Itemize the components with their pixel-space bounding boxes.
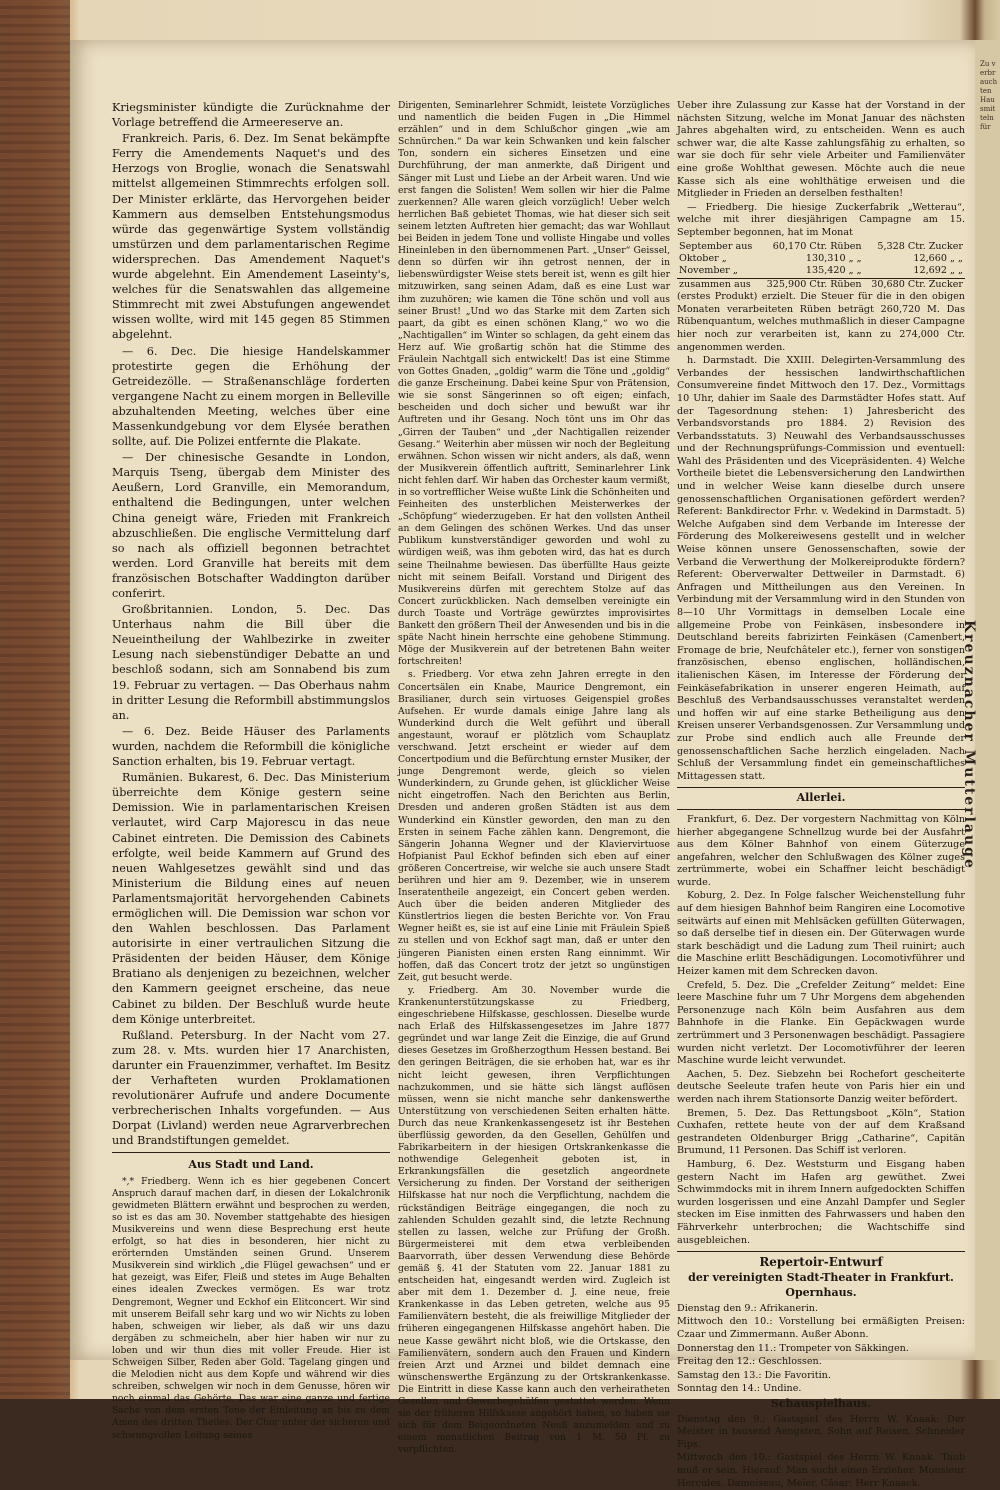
- article-paragraph: Koburg, 2. Dez. In Folge falscher Weichenstellung fuhr auf dem hiesigen Bahnhof beim Rangiren eine Locomotive seitwärts auf einen mit Mehlsäcken gefüllten Güterwagen, so daß derselbe tief in diesen ein. Der Güterwagen wurde stark beschädigt und die Ladung zum Theil ruinirt; auch die Maschine erlitt Beschädigungen. Locomotivführer und Heizer kamen mit dem Schrecken davon.: [677, 890, 965, 978]
- repertoire-title: Repertoir-Entwurf: [759, 1255, 883, 1270]
- column-1: [112, 100, 390, 1441]
- schedule-item: Mittwoch den 10.: Vorstellung bei ermäßigten Preisen: Czaar und Zimmermann. Außer Abonn.: [677, 1316, 965, 1341]
- article-paragraph: Frankfurt, 6. Dez. Der vorgestern Nachmittag von Köln hierher abgegangene Schnellzug wurde bei der Ausfahrt aus dem Kölner Bahnhof von einem Güterzuge angefahren, welcher den Schlußwagen des Kölner zuges zertrümmerte, wobei ein Schaffner leicht beschädigt wurde.: [677, 813, 965, 888]
- article-paragraph: Dirigenten, Seminarlehrer Schmidt, leistete Vorzügliches und namentlich die beiden Fugen in „Die Himmel erzählen“ und in dem Schlußchor gingen „wie am Schnürchen.“ Da war kein Schwanken und kein falscher Ton, sondern ein sicheres Einsetzen und eine Durchführung, der man anmerkte, daß Dirigent und Sänger mit Lust und Liebe an der Arbeit waren. Und wie erst fangen die Solisten! Wem sollen wir hier die Palme zuerkennen? Alle waren gleich vorzüglich! Ueber welch herrlichen Baß gebietet Thomas, wie hat dieser sich seit seinem letzten Auftreten hier gemacht; das war Wohllaut bei Beiden in jedem Tone und volliste Hingabe und volles Hineinleben in den übernommenen Part. „Unser“ Geissel, denn so dürfen wir ihn getrost nennen, der in liebenswürdigster Weise stets bereit ist, wenn es gilt hier mitzuwirken, sang seinen Adam, daß es eine Lust war ihm zuzuhören; wie kamen die Töne schön und voll aus seiner Brust! „Und wo das Starke mit dem Zarten sich paart, da gibt es einen schönen Klang,“ wo wo die „Nachtigallen“ im Winter so schlagen, da geht einem das Herz auf. Wie großartig schön hat die Stimme des Fräulein Nachtgall sich entwickelt! Das ist eine Stimme von Gottes Gnaden, „goldig“ warm die Töne und „goldig“ die ganze Erscheinung. Dabei keine Spur von Prätension, wie sie sonst Sängerinnen so oft eigen; einfach, bescheiden und doch sicher und bewußt war ihr Auftreten und ihr Gesang. Noch tönt uns im Ohr das „Girren der Tauben“ und „der Nachtigallen reizender Gesang.“ Weiterhin aber müssen wir noch der Begleitung erwähnen. Schon wissen wir nicht anders, als daß, wenn der Musikverein öffentlich auftritt, Seminarlehrer Link nicht fehlen darf. Wir haben das Orchester kaum vermißt, in so vortrefflicher Weise wußte Link die Schönheiten und Feinheiten des unsterblichen Meisterwerkes der „Schöpfung“ wiederzugeben. Er hat den vollsten Antheil an dem Gelingen des schönen Werkes. Und das unser Publikum kunstverständiger geworden und wohl zu würdigen weiß, was ihm geboten wird, das hat es durch seine Theilnahme bewiesen. Das überfüllte Haus geizte nicht mit seinem Beifall. Vorstand und Dirigent des Musikvereins dürfen mit gerechtem Stolze auf das Concert zurückblicken. Nach demselben vereinigte ein durch Toaste und Vorträge gewürztes improvisirtes Bankett den größern Theil der Anwesenden und bis in die späte Nacht hinein herrschte eine gehobene Stimmung. Möge der Musikverein auf der betretenen Bahn weiter fortschreiten!: [398, 100, 670, 668]
- table-cell: Oktober „: [679, 252, 727, 264]
- schedule-item: Donnerstag den 11.: Trompeter von Säkkingen.: [677, 1342, 909, 1354]
- article-paragraph: Hamburg, 6. Dez. Weststurm und Eisgang haben gestern Nacht im Hafen arg gewüthet. Zwei Schwimmdocks mit in ihrem Innern aufgedockten Schiffen wurden losgerissen und eine Anzahl Dampfer und Segler stecken im Eise inmitten des Fahrwassers und haben den Fährverkehr unterbrochen; die Wachtschiffe sind ausgebleichen.: [677, 1158, 965, 1246]
- table-cell: 135,420 „ „: [759, 265, 864, 278]
- section-heading-misc: Allerlei.: [796, 791, 846, 805]
- table-cell: 12,692 „ „: [864, 265, 965, 278]
- article-paragraph: Rußland. Petersburg. In der Nacht vom 27. zum 28. v. Mts. wurden hier 17 Anarchisten, darunter ein Frauenzimmer, verhaftet. Im Besitz der Verhafteten wurden Proklamationen revolutionärer Aufrufe und andere Documente verbrecherischen Inhalts vorgefunden. — Aus Dorpat (Livland) werden neue Agrarverbrechen und Brandstiftungen gemeldet.: [112, 1028, 390, 1148]
- adjacent-page-vertical-ad: Kreuznacher Mutterlauge: [961, 620, 977, 870]
- column-3: [677, 100, 965, 1489]
- section-divider: [677, 787, 965, 788]
- schedule-item: Dienstag den 9.: Afrikanerin.: [677, 1302, 819, 1314]
- article-paragraph: Aachen, 5. Dez. Siebzehn bei Rochefort gescheiterte deutsche Seeleute trafen heute von Paris hier ein und werden nach ihrem Stationsorte Danzig weiter befördert.: [677, 1068, 965, 1105]
- schedule-item: Freitag den 12.: Geschlossen.: [677, 1356, 822, 1368]
- table-row: [677, 241, 965, 253]
- article-paragraph: Großbritannien. London, 5. Dec. Das Unterhaus nahm die Bill über die Neueintheilung der Wahlbezirke in zweiter Lesung nach siebenstündiger Debatte an und beschloß sodann, sich am Sonnabend bis zum 19. Februar zu vertagen. — Das Oberhaus nahm in dritter Lesung die Reformbill abstimmungslos an.: [112, 603, 390, 722]
- column-2: [398, 100, 670, 1456]
- table-cell: 12,660 „ „: [913, 252, 963, 264]
- article-paragraph: Rumänien. Bukarest, 6. Dec. Das Ministerium überreichte dem Könige gestern seine Demission. Wie in parlamentarischen Kreisen verlautet, wird Carp Majorescu in das neue Cabinet eintreten. Die Demission des Cabinets erfolgte, weil beide Kammern auf Grund des neuen Wahlgesetzes gewählt sind und das Ministerium die Bildung eines auf neuen Parlamentsmajorität hervorgehenden Cabinets ermöglichen will. Die Demission war schon vor den Wahlen beschlossen. Das Parlament autorisirte in einer vertraulichen Sitzung die Präsidenten der beiden Häuser, dem Könige Bratiano als denjenigen zu bezeichnen, welcher den Kammern geeignet erscheine, das neue Cabinet zu bilden. Der Beschluß wurde heute dem Könige unterbreitet.: [112, 771, 390, 1026]
- table-cell: 325,900 Ctr. Rüben: [766, 278, 862, 290]
- section-divider: [677, 809, 965, 810]
- theatre-repertoire: [677, 1256, 965, 1490]
- table-cell: 130,310 „ „: [805, 252, 862, 264]
- schedule-item: Sonntag den 14.: Undine.: [677, 1383, 802, 1395]
- section-divider: [112, 1152, 390, 1153]
- article-paragraph: s. Friedberg. Vor etwa zehn Jahren erregte in den Concertsälen ein Knabe, Maurice Dengremont, ein Brasilianer, durch sein virtuoses Geigenspiel großes Aufsehen. Er wurde damals einige Jahre lang als Wunderkind durch die Welt geführt und überall angestaunt, worauf er plötzlich vom Schauplatz verschwand. Jetzt erscheint er wieder auf dem Concertpodium und die Befürchtung ernster Musiker, der junge Dengremont werde, gleich so vielen Wunderkindern, zu Grunde gehen, ist glücklicher Weise nicht eingetroffen. Nach den Berichten aus Berlin, Dresden und anderen großen Städten ist aus dem Wunderkind ein Künstler geworden, den man zu den Ersten in seinem Fache zählen kann. Dengremont, die Sängerin Johanna Wegner und der Klaviervirtuose Hofpianist Paul Eckhof befinden sich eben auf einer größeren Concertreise, wir welche sie auch unsere Stadt berühren und hier am 9. Dezember, wie in unserem Inseratentheile angezeigt, ein Concert geben werden. Auch über die beiden anderen Mitglieder des Künstlertrios liegen die besten Berichte vor. Von Frau Wegner heißt es, sie ist auf eine Linie mit Fräulein Spieß zu stellen und von Eckhof sagt man, daß er unter den jüngeren Pianisten einen ersten Rang einnimmt. Wir hoffen, daß das Concert trotz der jetzt so ungünstigen Zeit, gut besucht werde.: [398, 669, 670, 983]
- article-paragraph: — Der chinesische Gesandte in London, Marquis Tseng, übergab dem Minister des Aeußern, Lord Granville, ein Memorandum, enthaltend die Bedingungen, unter welchen China geneigt wäre, Frieden mit Frankreich abzuschließen. Die englische Vermittelung darf so nach als offiziell begonnen betrachtet werden. Lord Granville hat bereits mit dem französischen Botschafter Waddington darüber conferirt.: [112, 451, 390, 600]
- article-paragraph: Kriegsminister kündigte die Zurücknahme der Vorlage betreffend die Armeereserve an.: [112, 101, 390, 130]
- article-paragraph: — 6. Dec. Die hiesige Handelskammer protestirte gegen die Erhöhung der Getreidezölle. — Straßenanschläge forderten vergangene Nacht zu einem morgen in Belleville abzuhaltenden Meeting, welches über eine Massenkundgebung vor dem Elysée berathen sollte, auf. Die Polizei entfernte die Plakate.: [112, 344, 390, 449]
- table-cell: 30,680 Ctr. Zucker: [871, 278, 963, 290]
- table-row: [677, 265, 965, 278]
- section-heading-local: Aus Stadt und Land.: [188, 1158, 314, 1172]
- article-paragraph: Ueber ihre Zulassung zur Kasse hat der Vorstand in der nächsten Sitzung, welche im Monat Januar des nächsten Jahres abgehalten wird, zu entscheiden. Wenn es auch schwer war, die alte Kasse zahlungsfähig zu erhalten, so war sie doch für sehr viele Arbeiter und Familienväter eine große Wohlthat gewesen. Möchte auch die neue Kasse sich als eine wohlthätige erweisen und die Mitglieder in Frieden an derselben festhalten!: [677, 100, 965, 200]
- table-cell: November „: [677, 265, 759, 278]
- schedule-item: Samstag den 13.: Die Favoritin.: [677, 1369, 831, 1381]
- article-paragraph: (erstes Produkt) erzielt. Die Steuer für die in den obigen Monaten verarbeiteten Rüben beträgt 260,720 M. Das Rübenquantum, welches muthmaßlich in dieser Campagne hier noch zur verarbeiten ist, kann zu 274,000 Ctr. angenommen werden.: [677, 291, 965, 353]
- article-paragraph: Bremen, 5. Dez. Das Rettungsboot „Köln“, Station Cuxhafen, rettete heute von der auf dem Kraßsand gestrandeten Oldenburger Brigg „Catharine“, Capitän Brumund, 11 Personen. Das Schiff ist verloren.: [677, 1107, 965, 1157]
- sugar-production-table: [677, 241, 965, 292]
- schedule-item: Mittwoch den 10.: Gastspiel des Herrn W. Knaak. Taub muß er sein. Hierauf: Man sucht einen Erzieher. Monsieur Hercules. Damoiseau, Meier, Cäsar: Herr Knaack.: [677, 1452, 965, 1489]
- section-divider: [677, 1251, 965, 1252]
- schedule-item: Dienstag den 9.: Gastspiel des Herrn W. Knaak: Der Meister in tausend Aengsten. Sohn auf Reisen. Schneider Fips.: [677, 1413, 965, 1450]
- table-cell: zusammen aus: [679, 278, 751, 290]
- next-page-edge-text: Zu verbrauchten Hausmitteln für: [980, 60, 998, 131]
- table-row: [677, 253, 965, 265]
- table-row: [677, 278, 965, 291]
- table-cell: 5,328 Ctr. Zucker: [877, 240, 963, 252]
- article-paragraph: — 6. Dez. Beide Häuser des Parlaments wurden, nachdem die Reformbill die königliche Sanction erhalten, bis 19. Februar vertagt.: [112, 724, 390, 769]
- table-cell: 60,170 Ctr. Rüben: [772, 240, 862, 252]
- book-binding: [0, 0, 70, 1399]
- article-paragraph: h. Darmstadt. Die XXIII. Delegirten-Versammlung des Verbandes der hessischen landwirthschaftlichen Consumvereine findet Mittwoch den 17. Dez., Vormittags 10 Uhr, dahier im Saale des Darmstädter Hofes statt. Auf der Tagesordnung stehen: 1) Jahresbericht des Verbandsvorstands pro 1884. 2) Revision des Verbandsstatuts. 3) Neuwahl des Verbandsausschusses und der Rechnungsprüfungs-Commission und eventuell: Wahl des Präsidenten und des Vicepräsidenten. 4) Welche Vortheile bietet die Lebensversicherung den Landwirthen und in welcher Weise kann dieselbe durch unsere genossenschaftlichen Organisationen gefördert werden? Referent: Bankdirector Frhr. v. Wedekind in Darmstadt. 5) Welche Aufgaben sind dem Verbande im Interesse der Förderung des Molkereiwesens gestellt und in welcher Weise können unsere Genossenschaften, sowie der Verband die Verwerthung der Molkereiprodukte fördern? Referent: Oberverwalter Dettweiler in Darmstadt. 6) Anfragen und Mittheilungen aus den Vereinen. In Verbindung mit der Versammlung wird in den Stunden von 8—10 Uhr Vormittags in demselben Locale eine allgemeine Probe von Feinkäsen, insbesondere in Deutschland bereits fabrizirten Feinkäsen (Camenbert, Fromage de brie, Neufchâteler etc.), ferner von sonstigen französischen, ebenso englischen, holländischen, italienischen Käsen, im Interesse der Förderung der Feinkäsefabrikation in unserer engeren Heimath, auf Beschluß des Verbandsausschusses veranstaltet werden und hoffen wir auf eine starke Betheiligung aus den Kreisen unserer Verbandsgenossen. Zur Versammlung und zur Probe sind endlich auch alle Freunde der genossenschaftlichen Sache herzlich eingeladen. Nach Schluß der Versammlung findet ein gemeinschaftliches Mittagessen statt.: [677, 355, 965, 782]
- playhouse-heading: Schauspielhaus.: [770, 1397, 872, 1411]
- local-news-paragraph: *,* Friedberg. Wenn ich es hier gegebenen Concert Anspruch darauf machen darf, in diesen der Lokalchronik gewidmeten Blättern erwähnt und besprochen zu werden, so ist es das am 30. November stattgehabte des hiesigen Musikvereins und wenn diese Besprechung erst heute erfolgt, so hat dies in besonderen, hier nicht zu erörternden Umständen seinen Grund. Unserem Musikverein sind wirklich „die Flügel gewachsen“ und er hat gezeigt, was Eifer, Fleiß und stetes im Auge Behalten eines idealen Zweckes vermögen. Es war trotz Dengremont, Wegner und Eckhof ein Elitconcert. Wir sind mit unserem Beifall sehr karg und wo wir Nichts zu loben haben, schweigen wir lieber, als daß wir uns dazu dergäben zu schmeicheln, aber hier haben wir nur zu loben und wir thun dies mit voller Freude. Hier ist Schweigen Silber, Reden aber Gold. Tagelang gingen und die Melodien nicht aus dem Kopfe und während wir dies schreiben, schwelgen wir noch in dem Genusse, hören wir noch einmal das Gehörte. Das war eine ganze und fertige Sache von dem ersten Tone der Einleitung an bis zu dem Amen des dritten Theiles. Der Chor unter der sicheren und schwungvollen Leitung seines: [112, 1175, 390, 1441]
- table-cell: September aus: [679, 240, 753, 252]
- article-paragraph: y. Friedberg. Am 30. November wurde die Krankenunterstützungskasse zu Friedberg, eingeschriebene Hilfskasse, geschlossen. Dieselbe wurde nach Erlaß des Hilfskassengesetzes im Jahre 1877 gegründet und war lange Zeit die Einzige, die auf Grund dieses Gesetzes im Großherzogthum Hessen bestand. Bei den geringen Beiträgen, die sie erhoben hat, war es ihr nicht leicht gewesen, ihren Verpflichtungen nachzukommen, und sie hätte sich längst auflösen müssen, wenn sie nicht manche sehr dankenswerthe Unterstützung von verschiedenen Seiten erhalten hätte. Durch das neue Krankenkassengesetz ist ihr Bestehen überflüssig geworden, da den Gesellen, Gehülfen und Fabrikarbeitern in der hiesigen Ortskrankenkasse die nothwendige Gelegenheit geboten ist, in Erkrankungsfällen die gesetzlich angeordnete Versicherung zu finden. Der Vorstand der seitherigen Hilfskasse hat nur noch die Verpflichtung, nachdem die rückständigen Beiträge eingegangen, die noch zu zahlenden Schulden gezahlt sind, die letzte Rechnung stellen zu lassen, welche zur Prüfung der Großh. Bürgermeisterei mit dem etwa verbleibenden Baarvorrath, über dessen Verwendung diese Behörde gemäß §. 41 der Statuten vom 22. Januar 1881 zu entscheiden hat, eingesandt werden wird. Zugleich ist aber mit dem 1. Dezember d. J. eine neue, freie Krankenkasse in das Leben getreten, welche aus 95 Familienvätern besteht, die als freiwillige Mitglieder der früheren eingegangenen Hilfskasse angehört haben. Die neue Kasse gewährt nicht bloß, wie die Ortskasse, den Familienvätern, sondern auch den Frauen und Kindern freien Arzt und Arznei und bildet demnach eine wünschenswerthe Ergänzung zu der Ortskrankenkasse. Die Eintritt in diese Kasse kann auch den verheiratheten Gesellen und Gewerbegehülfen gestattet werden. Wenn sie der früheren Hilfskasse angehört haben, so haben sie sich für dem Beigeordneten Neuß anzumelden und zu einem monatlichen Beitrag von 1 M. 50 Pf. zu verpflichten.: [398, 984, 670, 1456]
- opera-heading: Opernhaus.: [785, 1286, 857, 1300]
- article-paragraph: Crefeld, 5. Dez. Die „Crefelder Zeitung“ meldet: Eine leere Maschine fuhr um 7 Uhr Morgens dem abgehenden Personenzuge nach Köln beim Ausfahren aus dem Bahnhofe in die Flanke. Ein Gepäckwagen wurde zertrümmert und 3 Personenwagen beschädigt. Passagiere wurden nicht verletzt. Der Locomotivführer der leeren Maschine wurde leicht verwundet.: [677, 979, 965, 1067]
- article-paragraph: Frankreich. Paris, 6. Dez. Im Senat bekämpfte Ferry die Amendements Naquet's und des Herzogs von Broglie, wonach die Senatswahl mittelst allgemeinen Stimmrechts erfolgen soll. Der Minister erklärte, das Hervorgehen beider Kammern aus demselben Entstehungsmodus würde das gegenwärtige System vollständig umstürzen und dem parlamentarischen Regime widersprechen. Das Amendement Naquet's wurde abgelehnt. Ein Amendement Laseinty's, welches für die Senatswahlen das allgemeine Stimmrecht mit zwei Abstufungen angewendet wissen wollte, wird mit 145 gegen 85 Stimmen abgelehnt.: [112, 132, 390, 342]
- article-paragraph: — Friedberg. Die hiesige Zuckerfabrik „Wetterau“, welche mit ihrer diesjährigen Campagne am 15. September begonnen, hat im Monat: [677, 201, 965, 238]
- repertoire-subtitle: der vereinigten Stadt-Theater in Frankfurt.: [688, 1270, 954, 1284]
